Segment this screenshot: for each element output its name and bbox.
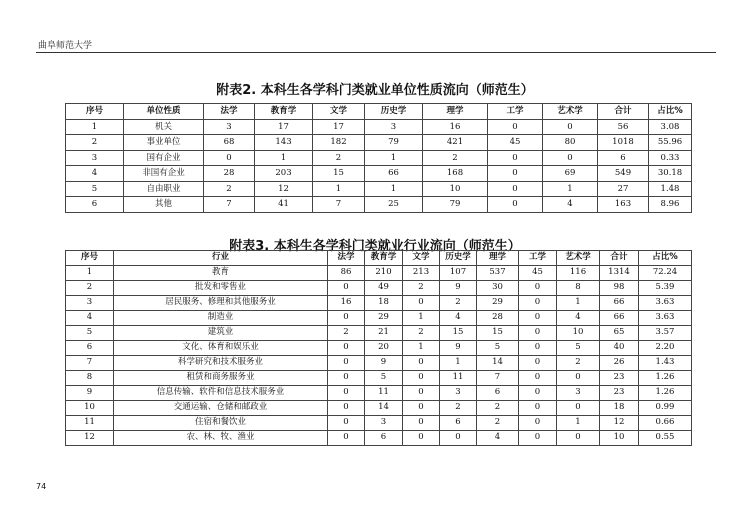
table-cell: 5.39 [639, 281, 692, 296]
table-cell: 6 [440, 416, 477, 431]
column-header: 合计 [600, 251, 639, 266]
table-cell: 0 [403, 431, 440, 446]
table-cell: 2 [477, 416, 519, 431]
table-cell: 30 [477, 281, 519, 296]
table-cell: 其他 [124, 197, 204, 213]
table-cell: 0 [557, 431, 600, 446]
table-row [66, 416, 692, 431]
table-cell: 11 [440, 371, 477, 386]
table-cell: 1 [66, 119, 124, 135]
table-cell: 0 [440, 431, 477, 446]
table-cell: 28 [477, 311, 519, 326]
table-cell: 12 [66, 431, 114, 446]
page-number: 74 [36, 482, 47, 491]
column-header: 教育学 [365, 251, 403, 266]
table-cell: 86 [328, 266, 365, 281]
table-cell: 10 [557, 326, 600, 341]
table-cell: 3 [365, 119, 423, 135]
table-cell: 9 [440, 341, 477, 356]
table-cell: 8.96 [649, 197, 692, 213]
table-cell: 3.08 [649, 119, 692, 135]
table-cell: 66 [600, 311, 639, 326]
table-cell: 0 [519, 386, 557, 401]
table-cell: 2 [477, 401, 519, 416]
table2-unit-nature [65, 103, 692, 213]
table-cell: 制造业 [114, 311, 328, 326]
table-row [66, 311, 692, 326]
table-cell: 2 [313, 150, 365, 166]
table-cell: 107 [440, 266, 477, 281]
table-cell: 213 [403, 266, 440, 281]
table-cell: 69 [543, 166, 598, 182]
table-cell: 0 [403, 416, 440, 431]
table-cell: 3.63 [639, 296, 692, 311]
column-header: 法学 [204, 104, 255, 120]
table-cell: 549 [598, 166, 649, 182]
table-cell: 0 [519, 416, 557, 431]
table-cell: 4 [66, 166, 124, 182]
table-cell: 5 [557, 341, 600, 356]
table-cell: 12 [600, 416, 639, 431]
table-cell: 0 [328, 281, 365, 296]
table-cell: 10 [66, 401, 114, 416]
table-cell: 80 [543, 135, 598, 151]
column-header: 法学 [328, 251, 365, 266]
table-row [66, 341, 692, 356]
table-cell: 3 [365, 416, 403, 431]
table-cell: 30.18 [649, 166, 692, 182]
table-cell: 0.66 [639, 416, 692, 431]
table-cell: 6 [477, 386, 519, 401]
table-cell: 2 [328, 326, 365, 341]
table-cell: 41 [255, 197, 313, 213]
header-rule [36, 52, 716, 53]
table2-header-row [66, 104, 692, 120]
table-cell: 1.43 [639, 356, 692, 371]
table-cell: 0 [328, 356, 365, 371]
column-header: 理学 [423, 104, 488, 120]
table-cell: 66 [365, 166, 423, 182]
table-row [66, 197, 692, 213]
table-cell: 机关 [124, 119, 204, 135]
table-cell: 45 [488, 135, 543, 151]
table-cell: 5 [66, 181, 124, 197]
table-cell: 0 [403, 356, 440, 371]
table-cell: 25 [365, 197, 423, 213]
column-header: 单位性质 [124, 104, 204, 120]
column-header: 行业 [114, 251, 328, 266]
table-cell: 143 [255, 135, 313, 151]
table-row [66, 326, 692, 341]
table-cell: 3 [557, 386, 600, 401]
table-cell: 45 [519, 266, 557, 281]
table-cell: 4 [440, 311, 477, 326]
table-cell: 15 [477, 326, 519, 341]
table-cell: 163 [598, 197, 649, 213]
table-cell: 65 [600, 326, 639, 341]
table-cell: 210 [365, 266, 403, 281]
table-cell: 79 [423, 197, 488, 213]
table-cell: 20 [365, 341, 403, 356]
table-cell: 2.20 [639, 341, 692, 356]
column-header: 序号 [66, 104, 124, 120]
column-header: 工学 [488, 104, 543, 120]
table3-title: 附表3. 本科生各学科门类就业行业流向（师范生） [229, 239, 521, 254]
table-cell: 66 [600, 296, 639, 311]
table-cell: 0 [403, 371, 440, 386]
table-cell: 2 [440, 296, 477, 311]
table-cell: 7 [66, 356, 114, 371]
table-cell: 农、林、牧、渔业 [114, 431, 328, 446]
table-cell: 6 [66, 341, 114, 356]
table-cell: 0 [488, 166, 543, 182]
table-cell: 4 [477, 431, 519, 446]
table-cell: 批发和零售业 [114, 281, 328, 296]
table-cell: 5 [477, 341, 519, 356]
table-cell: 537 [477, 266, 519, 281]
table-cell: 0 [488, 119, 543, 135]
table-cell: 15 [313, 166, 365, 182]
table-cell: 1.26 [639, 371, 692, 386]
table-cell: 1.48 [649, 181, 692, 197]
table-cell: 17 [313, 119, 365, 135]
table-cell: 1 [66, 266, 114, 281]
table-cell: 0 [328, 416, 365, 431]
table-row [66, 150, 692, 166]
table-cell: 交通运输、仓储和邮政业 [114, 401, 328, 416]
table-cell: 0 [519, 401, 557, 416]
table-row [66, 356, 692, 371]
column-header: 艺术学 [557, 251, 600, 266]
table-cell: 203 [255, 166, 313, 182]
table-cell: 0 [328, 371, 365, 386]
table-cell: 5 [365, 371, 403, 386]
table-cell: 98 [600, 281, 639, 296]
table-row [66, 266, 692, 281]
table-cell: 4 [66, 311, 114, 326]
page-header: 曲阜师范大学 [38, 41, 93, 51]
table-cell: 0 [557, 371, 600, 386]
column-header: 文学 [313, 104, 365, 120]
table-cell: 11 [66, 416, 114, 431]
column-header: 教育学 [255, 104, 313, 120]
table-cell: 2 [66, 281, 114, 296]
table-cell: 27 [598, 181, 649, 197]
table-row [66, 281, 692, 296]
table-cell: 0 [519, 431, 557, 446]
table-cell: 0 [204, 150, 255, 166]
table-cell: 非国有企业 [124, 166, 204, 182]
table-cell: 1 [557, 296, 600, 311]
table-cell: 0 [328, 386, 365, 401]
table-cell: 居民服务、修理和其他服务业 [114, 296, 328, 311]
table-cell: 28 [204, 166, 255, 182]
table-cell: 421 [423, 135, 488, 151]
table-cell: 14 [477, 356, 519, 371]
table2-title: 附表2. 本科生各学科门类就业单位性质流向（师范生） [216, 83, 534, 98]
table-cell: 1 [313, 181, 365, 197]
table-cell: 1018 [598, 135, 649, 151]
table-cell: 自由职业 [124, 181, 204, 197]
table-cell: 科学研究和技术服务业 [114, 356, 328, 371]
table-cell: 3.63 [639, 311, 692, 326]
table-cell: 79 [365, 135, 423, 151]
table-cell: 12 [255, 181, 313, 197]
table-cell: 0 [519, 371, 557, 386]
table-cell: 26 [600, 356, 639, 371]
table-cell: 1 [403, 311, 440, 326]
table-cell: 教育 [114, 266, 328, 281]
table-row [66, 166, 692, 182]
table-cell: 0 [403, 386, 440, 401]
table-cell: 0.55 [639, 431, 692, 446]
table-cell: 0.99 [639, 401, 692, 416]
table-cell: 29 [365, 311, 403, 326]
column-header: 艺术学 [543, 104, 598, 120]
table-cell: 6 [365, 431, 403, 446]
table-cell: 1.26 [639, 386, 692, 401]
table-cell: 15 [440, 326, 477, 341]
table-row [66, 296, 692, 311]
table3-header-row [66, 251, 692, 266]
table-cell: 文化、体育和娱乐业 [114, 341, 328, 356]
table-cell: 事业单位 [124, 135, 204, 151]
table-cell: 0 [543, 150, 598, 166]
table-cell: 9 [440, 281, 477, 296]
table-cell: 55.96 [649, 135, 692, 151]
table-cell: 4 [557, 311, 600, 326]
table-cell: 23 [600, 371, 639, 386]
table-cell: 0 [519, 311, 557, 326]
table-cell: 116 [557, 266, 600, 281]
table-cell: 2 [440, 401, 477, 416]
table-cell: 23 [600, 386, 639, 401]
table-cell: 18 [365, 296, 403, 311]
table-cell: 11 [365, 386, 403, 401]
table-cell: 72.24 [639, 266, 692, 281]
table-cell: 0 [488, 150, 543, 166]
table-cell: 8 [66, 371, 114, 386]
table-row [66, 386, 692, 401]
table-row [66, 431, 692, 446]
column-header: 历史学 [440, 251, 477, 266]
table-cell: 21 [365, 326, 403, 341]
table-cell: 2 [423, 150, 488, 166]
table-row [66, 181, 692, 197]
table-row [66, 135, 692, 151]
table-cell: 3.57 [639, 326, 692, 341]
table-cell: 0 [328, 401, 365, 416]
table-cell: 国有企业 [124, 150, 204, 166]
table-cell: 1 [403, 341, 440, 356]
table-cell: 0 [328, 431, 365, 446]
table-cell: 0 [488, 181, 543, 197]
table2-body [66, 119, 692, 212]
table-cell: 0 [328, 311, 365, 326]
table-cell: 0 [519, 281, 557, 296]
table-cell: 17 [255, 119, 313, 135]
table-cell: 16 [328, 296, 365, 311]
column-header: 历史学 [365, 104, 423, 120]
table-cell: 8 [557, 281, 600, 296]
table-cell: 0 [519, 341, 557, 356]
table-cell: 0 [488, 197, 543, 213]
column-header: 文学 [403, 251, 440, 266]
table-cell: 14 [365, 401, 403, 416]
table-cell: 49 [365, 281, 403, 296]
table-cell: 1 [365, 150, 423, 166]
table-cell: 29 [477, 296, 519, 311]
table-cell: 住宿和餐饮业 [114, 416, 328, 431]
table-cell: 3 [204, 119, 255, 135]
table-cell: 0.33 [649, 150, 692, 166]
table-cell: 1 [557, 416, 600, 431]
table-row [66, 371, 692, 386]
column-header: 合计 [598, 104, 649, 120]
table-cell: 10 [423, 181, 488, 197]
table-cell: 2 [403, 281, 440, 296]
table-cell: 18 [600, 401, 639, 416]
table-cell: 56 [598, 119, 649, 135]
table-cell: 4 [543, 197, 598, 213]
table-cell: 0 [519, 296, 557, 311]
table-cell: 1314 [600, 266, 639, 281]
table-cell: 1 [440, 356, 477, 371]
table3-body [66, 266, 692, 446]
table-cell: 0 [328, 341, 365, 356]
table-cell: 2 [403, 326, 440, 341]
table-cell: 1 [365, 181, 423, 197]
table-cell: 3 [66, 296, 114, 311]
table-cell: 0 [403, 296, 440, 311]
column-header: 理学 [477, 251, 519, 266]
table-cell: 40 [600, 341, 639, 356]
table-cell: 0 [543, 119, 598, 135]
table-cell: 0 [403, 401, 440, 416]
table-cell: 168 [423, 166, 488, 182]
table-cell: 1 [255, 150, 313, 166]
table-cell: 2 [66, 135, 124, 151]
table-cell: 3 [440, 386, 477, 401]
table-cell: 建筑业 [114, 326, 328, 341]
table-cell: 16 [423, 119, 488, 135]
table-row [66, 401, 692, 416]
table-cell: 1 [543, 181, 598, 197]
table-cell: 182 [313, 135, 365, 151]
column-header: 工学 [519, 251, 557, 266]
table3-industry [65, 250, 692, 446]
table-cell: 0 [557, 401, 600, 416]
table-cell: 2 [204, 181, 255, 197]
table-cell: 6 [66, 197, 124, 213]
table-cell: 3 [66, 150, 124, 166]
table-cell: 5 [66, 326, 114, 341]
column-header: 序号 [66, 251, 114, 266]
table-cell: 9 [66, 386, 114, 401]
table-cell: 68 [204, 135, 255, 151]
column-header: 占比% [649, 104, 692, 120]
table-cell: 7 [477, 371, 519, 386]
table-cell: 租赁和商务服务业 [114, 371, 328, 386]
table-cell: 6 [598, 150, 649, 166]
table-row [66, 119, 692, 135]
table-cell: 0 [519, 356, 557, 371]
table-cell: 2 [557, 356, 600, 371]
table-cell: 0 [519, 326, 557, 341]
column-header: 占比% [639, 251, 692, 266]
table-cell: 9 [365, 356, 403, 371]
table-cell: 10 [600, 431, 639, 446]
table-cell: 7 [204, 197, 255, 213]
table-cell: 7 [313, 197, 365, 213]
table-cell: 信息传输、软件和信息技术服务业 [114, 386, 328, 401]
